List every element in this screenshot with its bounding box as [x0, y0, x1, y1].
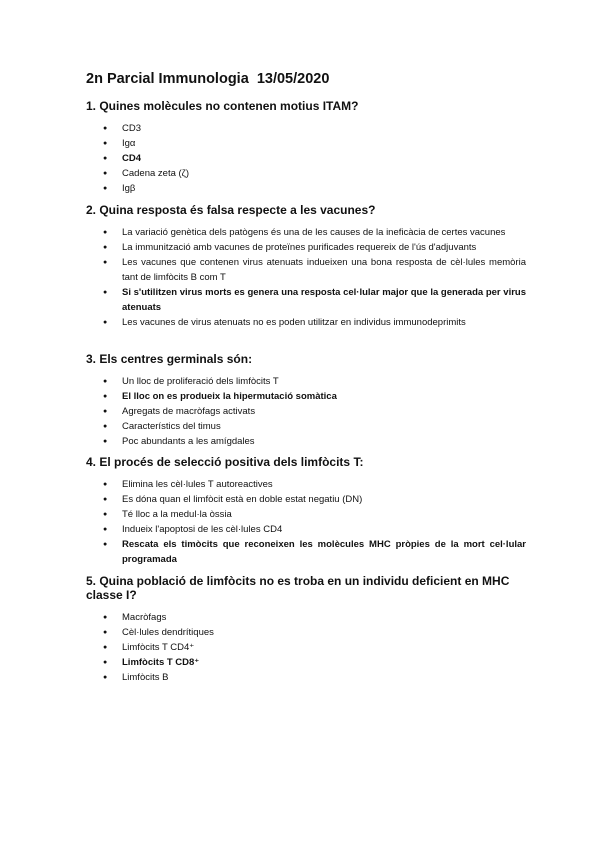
- option-item: ● Limfòcits T CD8⁺: [86, 655, 526, 670]
- question-3: [86, 352, 526, 449]
- option-item: ● Les vacunes que contenen virus atenuats indueixen una bona resposta de cèl·lules memòria tant de limfòcits B com T: [86, 255, 526, 285]
- option-item: ● Si s'utilitzen virus morts es genera una resposta cel·lular major que la generada per virus atenuats: [86, 285, 526, 315]
- option-item: ● Té lloc a la medul·la òssia: [86, 507, 526, 522]
- option-item: ● El lloc on es produeix la hipermutació somàtica: [86, 389, 526, 404]
- option-item: ● Igα: [86, 136, 526, 151]
- page-title: 2n Parcial Immunologia 13/05/2020: [86, 71, 330, 87]
- question-heading: 4. El procés de selecció positiva dels limfòcits T:: [86, 455, 364, 469]
- option-item: ● CD4: [86, 151, 526, 166]
- option-item: ● La variació genètica dels patògens és una de les causes de la ineficàcia de certes vacunes: [86, 225, 526, 240]
- question-5: [86, 574, 526, 685]
- option-item: ● Poc abundants a les amígdales: [86, 434, 526, 449]
- question-heading: 3. Els centres germinals són:: [86, 352, 253, 366]
- option-list: [86, 477, 526, 567]
- option-item: ● Les vacunes de virus atenuats no es poden utilitzar en individus immunodeprimits: [86, 315, 526, 330]
- option-item: ● La immunització amb vacunes de proteïnes purificades requereix de l'ús d'adjuvants: [86, 240, 526, 255]
- option-list: [86, 374, 526, 449]
- option-item: ● Macròfags: [86, 610, 526, 625]
- option-item: ● Limfòcits B: [86, 670, 526, 685]
- option-item: ● Elimina les cèl·lules T autoreactives: [86, 477, 526, 492]
- option-item: ● Igβ: [86, 181, 526, 196]
- option-item: ● Cèl·lules dendrítiques: [86, 625, 526, 640]
- option-item: ● Limfòcits T CD4⁺: [86, 640, 526, 655]
- question-heading: 1. Quines molècules no contenen motius ITAM?: [86, 99, 359, 113]
- option-list: [86, 121, 526, 196]
- option-list: [86, 225, 526, 330]
- question-4: [86, 455, 526, 567]
- question-heading: 2. Quina resposta és falsa respecte a les vacunes?: [86, 203, 376, 217]
- option-item: ● Indueix l'apoptosi de les cèl·lules CD4: [86, 522, 526, 537]
- option-item: ● CD3: [86, 121, 526, 136]
- option-item: ● Es dóna quan el limfòcit està en doble estat negatiu (DN): [86, 492, 526, 507]
- option-item: ● Cadena zeta (ζ): [86, 166, 526, 181]
- option-list: [86, 610, 526, 685]
- option-item: ● Característics del timus: [86, 419, 526, 434]
- question-2: [86, 203, 526, 330]
- option-item: ● Un lloc de proliferació dels limfòcits T: [86, 374, 526, 389]
- option-item: ● Rescata els timòcits que reconeixen les molècules MHC pròpies de la mort cel·lular programada: [86, 537, 526, 567]
- option-item: ● Agregats de macròfags activats: [86, 404, 526, 419]
- question-heading: 5. Quina població de limfòcits no es troba en un individu deficient en MHC classe I?: [86, 574, 510, 602]
- question-1: [86, 99, 526, 196]
